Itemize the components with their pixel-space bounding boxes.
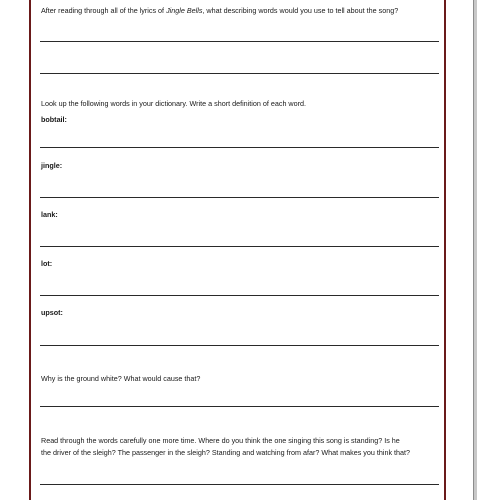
question-text-end: , what describing words would you use to tell about the song?: [202, 6, 399, 15]
vocab-word-lot: lot:: [41, 259, 53, 268]
question-singer-position-line2: the driver of the sleigh? The passenger in the sleigh? Standing and watching from afar? What makes you think that?: [41, 448, 411, 457]
answer-line[interactable]: [40, 484, 439, 485]
answer-line[interactable]: [40, 197, 439, 198]
vocab-word-jingle: jingle:: [41, 161, 63, 170]
page-border: [29, 0, 446, 500]
answer-line[interactable]: [40, 246, 439, 247]
song-title: Jingle Bells: [166, 6, 203, 15]
answer-line[interactable]: [40, 345, 439, 346]
answer-line[interactable]: [40, 73, 439, 74]
vocab-word-upsot: upsot:: [41, 308, 63, 317]
question-ground-white: Why is the ground white? What would cause that?: [41, 374, 201, 383]
answer-line[interactable]: [40, 295, 439, 296]
answer-line[interactable]: [40, 406, 439, 407]
vocab-instruction: Look up the following words in your dictionary. Write a short definition of each word.: [41, 99, 307, 108]
scrollbar-edge[interactable]: [473, 0, 477, 500]
question-describing-words: [41, 4, 398, 17]
vocab-word-lank: lank:: [41, 210, 58, 219]
answer-line[interactable]: [40, 41, 439, 42]
vocab-word-bobtail: bobtail:: [41, 115, 67, 124]
question-singer-position-line1: Read through the words carefully one more time. Where do you think the one singing this song is standing? Is he: [41, 436, 400, 445]
answer-line[interactable]: [40, 147, 439, 148]
question-text: After reading through all of the lyrics of: [41, 6, 167, 15]
